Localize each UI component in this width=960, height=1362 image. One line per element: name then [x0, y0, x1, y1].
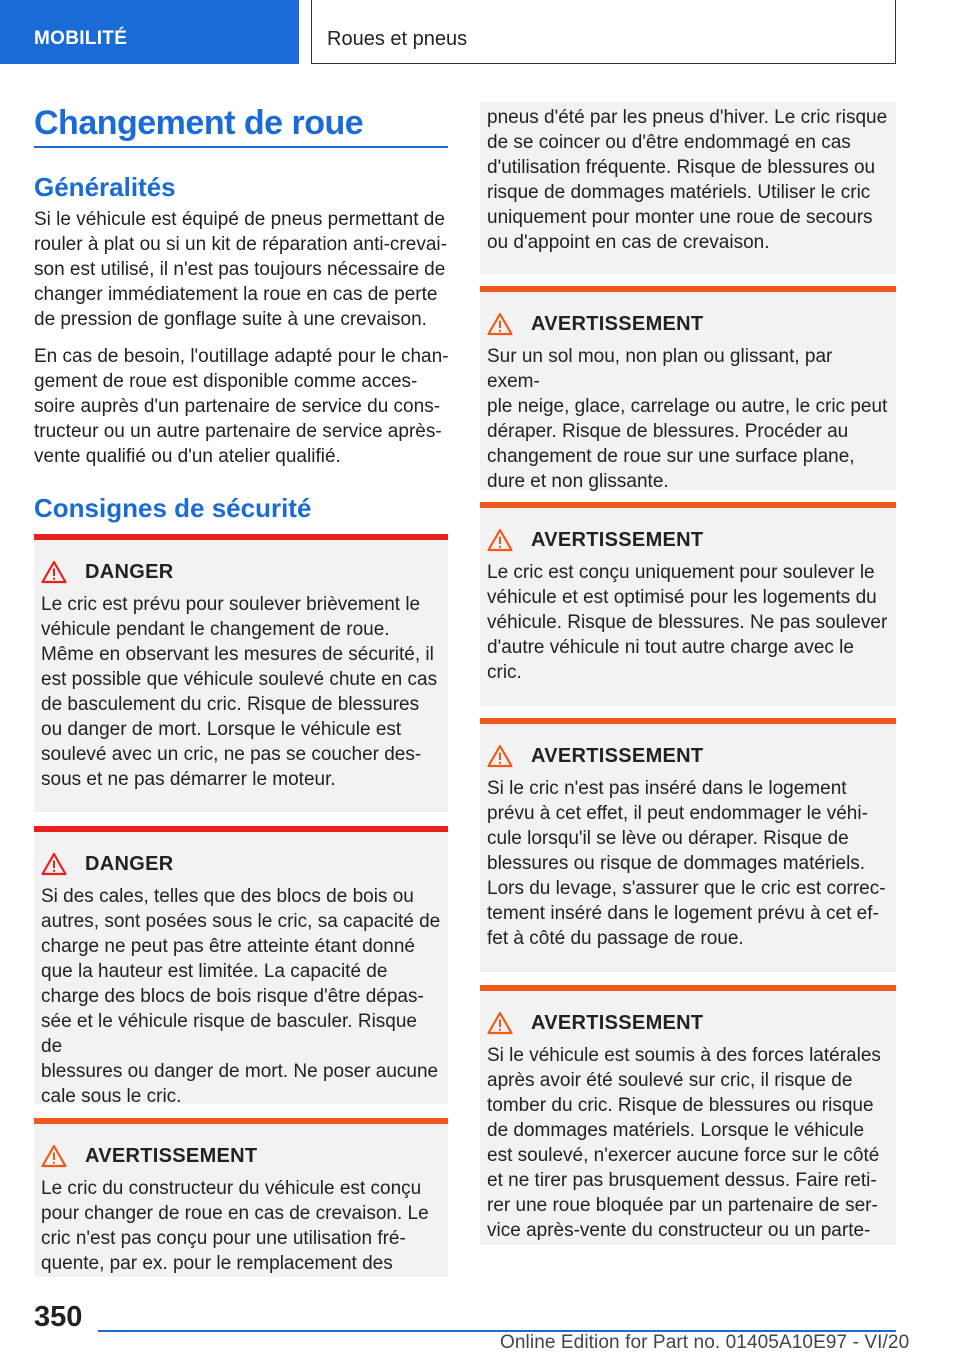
warning-bar [34, 1118, 448, 1124]
title-divider [34, 146, 448, 148]
warning-bar [480, 502, 896, 508]
warning-label: AVERTISSEMENT [531, 312, 704, 335]
warning-bar [480, 985, 896, 991]
section-tab: Roues et pneus [311, 0, 896, 64]
warning-triangle-icon [41, 560, 67, 584]
warning-triangle-icon [487, 528, 513, 552]
generalites-paragraph-1: Si le véhicule est équipé de pneus permettant de rouler à plat ou si un kit de réparation anti-crevai‐ son est utilisé, il n'est pas toujours nécessaire de changer immédiatement la roue en cas de perte de pression de gonflage suite à une crevaison. [34, 209, 447, 330]
danger-text: Si des cales, telles que des blocs de bois ou autres, sont posées sous le cric, sa capacité de charge ne peut pas être atteinte étant donné que la hauteur est limitée. La capacité de charge des blocs de bois risque d'être dépas‐ sée et le véhicule risque de basculer. Risque de blessures ou danger de mort. Ne poser aucune cale sous le cric. [41, 886, 441, 1107]
warning-label: AVERTISSEMENT [85, 1144, 258, 1167]
warning-triangle-icon [487, 312, 513, 336]
chapter-tab[interactable]: MOBILITÉ [0, 0, 299, 64]
warning-text: Le cric du constructeur du véhicule est conçu pour changer de roue en cas de crevaison. Le cric n'est pas conçu pour une utilisation fré‐ quente, par ex. pour le remplacement des [41, 1178, 429, 1274]
warning-triangle-icon [41, 1144, 67, 1168]
warning-box-2 [480, 286, 896, 490]
warning-text: Sur un sol mou, non plan ou glissant, par exem‐ ple neige, glace, carrelage ou autre, le cric peut déraper. Risque de blessures. Procéder au changement de roue sur une surface plane, dure et non glissante. [487, 346, 888, 492]
page-title: Changement de roue [34, 104, 364, 142]
warning-text: pneus d'été par les pneus d'hiver. Le cric risque de se coincer ou d'être endommagé en cas d'utilisation fréquente. Risque de blessures ou risque de dommages matériels. Utiliser le cric uniquement pour monter une roue de secours ou d'appoint en cas de crevaison. [487, 107, 888, 253]
warning-triangle-icon [487, 1011, 513, 1035]
warning-text: Si le véhicule est soumis à des forces latérales après avoir été soulevé sur cric, il risque de tomber du cric. Risque de blessures ou risque de dommages matériels. Lorsque le véhicule est soulevé, n'exercer aucune force sur le côté et ne tirer pas brusquement dessus. Faire reti‐ rer une roue bloquée par un partenaire de ser‐ vice après-vente du constructeur ou un parte‐ [487, 1045, 881, 1241]
heading-consignes: Consignes de sécurité [34, 493, 312, 523]
danger-bar [34, 826, 448, 832]
warning-label: AVERTISSEMENT [531, 744, 704, 767]
warning-triangle-icon [41, 852, 67, 876]
warning-box-4 [480, 718, 896, 972]
danger-label: DANGER [85, 852, 174, 875]
warning-box-5 [480, 985, 896, 1245]
warning-box-3 [480, 502, 896, 706]
danger-box-2 [34, 826, 448, 1107]
generalites-paragraph-2: En cas de besoin, l'outillage adapté pour le chan‐ gement de roue est disponible comme acces‐ soire auprès d'un partenaire de service du cons‐ tructeur ou un autre partenaire de service après- vente qualifié ou d'un atelier qualifié. [34, 346, 449, 467]
warning-bar [480, 718, 896, 724]
warning-box-1 [34, 1118, 448, 1277]
danger-text: Le cric est prévu pour soulever brièvement le véhicule pendant le changement de roue. Même en observant les mesures de sécurité, il est possible que véhicule soulevé chute en cas de basculement du cric. Risque de blessures ou danger de mort. Lorsque le véhicule est soulevé avec un cric, ne pas se coucher des‐ sous et ne pas démarrer le moteur. [41, 594, 438, 790]
danger-label: DANGER [85, 560, 174, 583]
page-number: 350 [34, 1301, 83, 1333]
warning-text: Si le cric n'est pas inséré dans le logement prévu à cet effet, il peut endommager le véhi‐ cule lorsqu'il se lève ou déraper. Risque de blessures ou risque de dommages matériels. Lors du levage, s'assurer que le cric est correc‐ tement inséré dans le logement prévu à cet ef‐ fet à côté du passage de roue. [487, 778, 886, 949]
warning-text: Le cric est conçu uniquement pour soulever le véhicule et est optimisé pour les logements du véhicule. Risque de blessures. Ne pas soulever d'autre véhicule ni tout autre charge avec le cric. [487, 562, 888, 683]
warning-triangle-icon [487, 744, 513, 768]
danger-bar [34, 534, 448, 540]
danger-box-1 [34, 534, 448, 812]
heading-generalites: Généralités [34, 172, 176, 202]
warning-bar [480, 286, 896, 292]
warning-label: AVERTISSEMENT [531, 528, 704, 551]
warning-box-1-continued [480, 102, 896, 274]
warning-label: AVERTISSEMENT [531, 1011, 704, 1034]
footer-edition: Online Edition for Part no. 01405A10E97 - VI/20 [500, 1332, 910, 1353]
